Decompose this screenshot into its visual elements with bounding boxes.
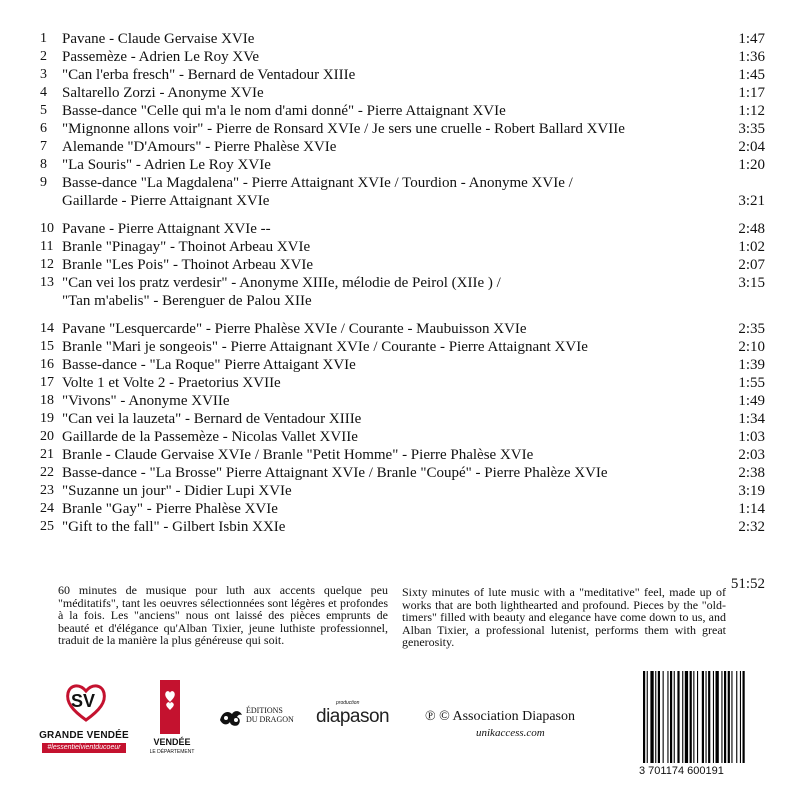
track-duration: 1:45 — [738, 67, 765, 83]
copyright-notice: ℗ © Association Diapason — [425, 709, 575, 724]
dragon-icon — [218, 706, 244, 728]
track-number: 18 — [40, 393, 54, 408]
track-duration: 3:19 — [738, 483, 765, 499]
barcode-bar — [728, 671, 730, 763]
barcode — [639, 671, 771, 779]
track-number: 7 — [40, 139, 47, 154]
track-title: Basse-dance "La Magdalena" - Pierre Attaignant XVIe / Tourdion - Anonyme XVIe / — [62, 175, 573, 191]
track-title: Branle - Claude Gervaise XVIe / Branle "Petit Homme" - Pierre Phalèse XVIe — [62, 447, 534, 463]
track-title: Branle "Gay" - Pierre Phalèse XVIe — [62, 501, 278, 517]
editions-du-dragon-logo — [218, 704, 308, 734]
track-number: 19 — [40, 411, 54, 426]
barcode-bar — [731, 671, 732, 763]
track-duration: 2:03 — [738, 447, 765, 463]
barcode-bar — [674, 671, 675, 763]
track-duration: 3:21 — [738, 193, 765, 209]
track-duration: 1:47 — [738, 31, 765, 47]
track-title-continued: Gaillarde - Pierre Attaignant XVIe — [62, 193, 270, 209]
track-title: Passemèze - Adrien Le Roy XVe — [62, 49, 260, 65]
track-number: 11 — [40, 239, 54, 254]
track-number: 1 — [40, 31, 47, 46]
track-duration: 1:49 — [738, 393, 765, 409]
track-duration: 3:35 — [738, 121, 765, 137]
track-number: 17 — [40, 375, 54, 390]
track-duration: 1:34 — [738, 411, 765, 427]
track-title: "Vivons" - Anonyme XVIIe — [62, 393, 230, 409]
track-number: 16 — [40, 357, 54, 372]
barcode-bar — [670, 671, 672, 763]
track-number: 14 — [40, 321, 54, 336]
track-title: Basse-dance "Celle qui m'a le nom d'ami donné" - Pierre Attaignant XVIe — [62, 103, 506, 119]
barcode-bar — [655, 671, 656, 763]
track-duration: 1:36 — [738, 49, 765, 65]
track-title: Volte 1 et Volte 2 - Praetorius XVIIe — [62, 375, 281, 391]
track-number: 22 — [40, 465, 54, 480]
track-duration: 1:17 — [738, 85, 765, 101]
track-duration: 2:04 — [738, 139, 765, 155]
track-duration: 3:15 — [738, 275, 765, 291]
barcode-bar — [667, 671, 668, 763]
track-duration: 2:32 — [738, 519, 765, 535]
track-title-continued: "Tan m'abelis" - Berenguer de Palou XIIe — [62, 293, 312, 309]
vendee-heart-banner-icon — [160, 680, 180, 734]
track-title: "Mignonne allons voir" - Pierre de Ronsard XVIe / Je sers une cruelle - Robert Ballard XVIIe — [62, 121, 625, 137]
barcode-bar — [724, 671, 726, 763]
barcode-bar — [685, 671, 688, 763]
track-title: Pavane - Claude Gervaise XVIe — [62, 31, 255, 47]
track-title: Pavane "Lesquercarde" - Pierre Phalèse XVIe / Courante - Maubuisson XVIe — [62, 321, 527, 337]
grande-vendee-logo — [36, 680, 132, 760]
track-title: Saltarello Zorzi - Anonyme XVIe — [62, 85, 264, 101]
track-number: 25 — [40, 519, 54, 534]
track-title: Alemande "D'Amours" - Pierre Phalèse XVIe — [62, 139, 337, 155]
barcode-bar — [697, 671, 698, 763]
track-number: 10 — [40, 221, 54, 236]
notes-french: 60 minutes de musique pour luth aux accents quelque peu "méditatifs", tant les oeuvres sélectionnées sont légères et profondes à la fois. Les "anciens" nous ont laissé des pièces emprunts de beauté et d'élégance qu'Alban Tixier, jeune luthiste professionnel, traduit de la manière la plus généreuse qui soit. — [58, 583, 388, 648]
barcode-bar — [740, 671, 741, 763]
track-number: 5 — [40, 103, 47, 118]
diapason-name: diapason — [316, 706, 390, 727]
track-number: 24 — [40, 501, 54, 516]
track-title: "Can l'erba fresch" - Bernard de Ventadour XIIIe — [62, 67, 356, 83]
track-number: 8 — [40, 157, 47, 172]
vendee-logo — [148, 680, 195, 770]
barcode-bar — [716, 671, 719, 763]
total-duration: 51:52 — [730, 576, 765, 592]
track-title: Basse-dance - "La Brosse" Pierre Attaignant XVIe / Branle "Coupé" - Pierre Phalèze XVIe — [62, 465, 608, 481]
heart-logo-icon — [64, 680, 108, 724]
grande-vendee-tagline: #lessentielvientducoeur — [42, 743, 126, 753]
track-number: 13 — [40, 275, 54, 290]
track-duration: 1:20 — [738, 157, 765, 173]
barcode-bar — [708, 671, 710, 763]
barcode-bar — [647, 671, 648, 763]
barcode-bar — [706, 671, 707, 763]
barcode-bar — [693, 671, 694, 763]
website-link[interactable]: unikaccess.com — [476, 727, 545, 739]
barcode-bar — [643, 671, 645, 763]
track-title: Branle "Pinagay" - Thoinot Arbeau XVIe — [62, 239, 311, 255]
track-title: Gaillarde de la Passemèze - Nicolas Vallet XVIIe — [62, 429, 358, 445]
barcode-bar — [677, 671, 679, 763]
track-title: Pavane - Pierre Attaignant XVIe -- — [62, 221, 271, 237]
track-duration: 2:35 — [738, 321, 765, 337]
track-title: Basse-dance - "La Roque" Pierre Attaigant XVIe — [62, 357, 356, 373]
track-title: "Gift to the fall" - Gilbert Isbin XXIe — [62, 519, 286, 535]
track-number: 6 — [40, 121, 47, 136]
track-number: 15 — [40, 339, 54, 354]
diapason-logo — [310, 698, 400, 738]
track-number: 23 — [40, 483, 54, 498]
barcode-bar — [650, 671, 653, 763]
barcode-bar — [713, 671, 714, 763]
track-row — [0, 274, 800, 310]
track-title: "Suzanne un jour" - Didier Lupi XVIe — [62, 483, 292, 499]
barcode-bar — [658, 671, 660, 763]
track-number: 3 — [40, 67, 47, 82]
track-title: "Can vei la lauzeta" - Bernard de Ventadour XIIIe — [62, 411, 362, 427]
grande-vendee-name: GRANDE VENDÉE — [39, 730, 129, 741]
track-row — [0, 174, 800, 210]
barcode-bar — [721, 671, 722, 763]
track-title: Branle "Mari je songeois" - Pierre Attaignant XVIe / Courante - Pierre Attaignant XVIe — [62, 339, 588, 355]
barcode-bar — [736, 671, 737, 763]
track-number: 21 — [40, 447, 54, 462]
diapason-production-label: production — [336, 700, 360, 706]
barcode-bar — [682, 671, 683, 763]
track-duration: 1:02 — [738, 239, 765, 255]
track-duration: 1:14 — [738, 501, 765, 517]
barcode-digits: 3 701174 600191 — [639, 765, 724, 777]
barcode-bar — [743, 671, 745, 763]
vendee-sub: LE DÉPARTEMENT — [149, 749, 195, 755]
track-title: "La Souris" - Adrien Le Roy XVIe — [62, 157, 271, 173]
track-duration: 2:48 — [738, 221, 765, 237]
track-title: Branle "Les Pois" - Thoinot Arbeau XVIe — [62, 257, 314, 273]
track-number: 4 — [40, 85, 47, 100]
track-number: 9 — [40, 175, 47, 190]
dragon-line1: ÉDITIONS — [246, 706, 283, 715]
track-duration: 2:10 — [738, 339, 765, 355]
track-duration: 1:39 — [738, 357, 765, 373]
barcode-bar — [690, 671, 692, 763]
track-duration: 2:38 — [738, 465, 765, 481]
track-number: 12 — [40, 257, 54, 272]
barcode-bars-icon — [639, 671, 771, 765]
barcode-bar — [663, 671, 664, 763]
track-duration: 1:03 — [738, 429, 765, 445]
barcode-bar — [702, 671, 704, 763]
track-duration: 2:07 — [738, 257, 765, 273]
svg-text:SV: SV — [71, 691, 96, 711]
track-title: "Can vei los pratz verdesir" - Anonyme XIIIe, mélodie de Peirol (XIIe ) / — [62, 275, 501, 291]
track-number: 20 — [40, 429, 54, 444]
notes-english: Sixty minutes of lute music with a "meditative" feel, made up of works that are both lighthearted and profound. Pieces by the "old-timers" filled with beauty and elegance have come down to us, and Alban Tixier, a professional lutenist, performs them with great generosity. — [402, 585, 726, 650]
track-duration: 1:55 — [738, 375, 765, 391]
track-number: 2 — [40, 49, 47, 64]
dragon-line2: DU DRAGON — [246, 715, 294, 724]
track-duration: 1:12 — [738, 103, 765, 119]
vendee-name: VENDÉE — [153, 737, 191, 747]
